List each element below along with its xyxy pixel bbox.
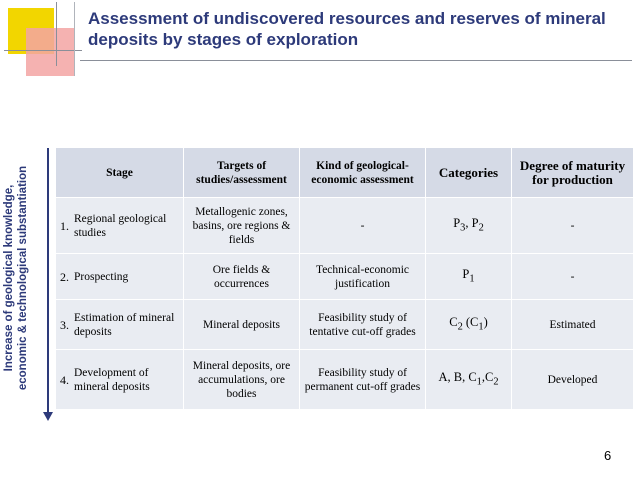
decorative-vertical-line (56, 2, 57, 66)
table-row (56, 350, 634, 410)
page-number: 6 (604, 448, 612, 463)
maturity-cell: - (512, 254, 634, 300)
side-axis-label-line2: economic & technological substantiation (17, 165, 29, 391)
maturity-cell: Estimated (512, 300, 634, 350)
maturity-cell: Developed (512, 350, 634, 410)
kind-cell: Feasibility study of permanent cut-off grades (300, 350, 426, 410)
categories-cell: $P_1$ (426, 254, 512, 300)
categories-cell: $C_2$ $(C_1)$ (426, 300, 512, 350)
maturity-cell: - (512, 198, 634, 254)
decorative-horizontal-line (4, 50, 82, 51)
kind-cell: - (300, 198, 426, 254)
header-kind: Kind of geological-economic assessment (300, 148, 426, 198)
stage-cell (56, 254, 184, 300)
decorative-vertical-line-secondary (74, 2, 75, 76)
side-axis-label (2, 138, 44, 418)
stage-number: 3. (60, 317, 69, 332)
stage-number: 2. (60, 269, 69, 284)
side-axis-label-line1: Increase of geological knowledge, (3, 184, 15, 372)
table-header-row (56, 148, 634, 198)
stage-name: Regional geological studies (74, 212, 167, 239)
kind-cell: Feasibility study of tentative cut-off grades (300, 300, 426, 350)
targets-cell: Mineral deposits, ore accumulations, ore bodies (184, 350, 300, 410)
stage-name: Development of mineral deposits (74, 366, 150, 393)
stage-number: 1. (60, 218, 69, 233)
targets-cell: Metallogenic zones, basins, ore regions & fields (184, 198, 300, 254)
down-arrow-icon (43, 412, 53, 421)
decorative-red-square (26, 28, 74, 76)
table-row (56, 254, 634, 300)
categories-cell: $P_3$, $P_2$ (426, 198, 512, 254)
stage-name: Prospecting (74, 270, 129, 283)
targets-cell: Mineral deposits (184, 300, 300, 350)
slide-title: Assessment of undiscovered resources and reserves of mineral deposits by stages of exploration (88, 9, 606, 49)
targets-cell: Ore fields & occurrences (184, 254, 300, 300)
categories-cell: A, B, $C_1,C_2$ (426, 350, 512, 410)
stage-cell (56, 198, 184, 254)
kind-cell: Technical-economic justification (300, 254, 426, 300)
header-categories: Categories (426, 148, 512, 198)
stage-number: 4. (60, 372, 69, 387)
header-stage: Stage (56, 148, 184, 198)
header-targets: Targets of studies/assessment (184, 148, 300, 198)
stage-name: Estimation of mineral deposits (74, 311, 175, 338)
stage-cell (56, 300, 184, 350)
table-row (56, 198, 634, 254)
down-arrow-shaft (47, 148, 49, 416)
header-maturity: Degree of maturity for production (512, 148, 634, 198)
title-divider (80, 60, 632, 61)
table-row (56, 300, 634, 350)
stage-cell (56, 350, 184, 410)
exploration-stages-table (55, 147, 634, 410)
